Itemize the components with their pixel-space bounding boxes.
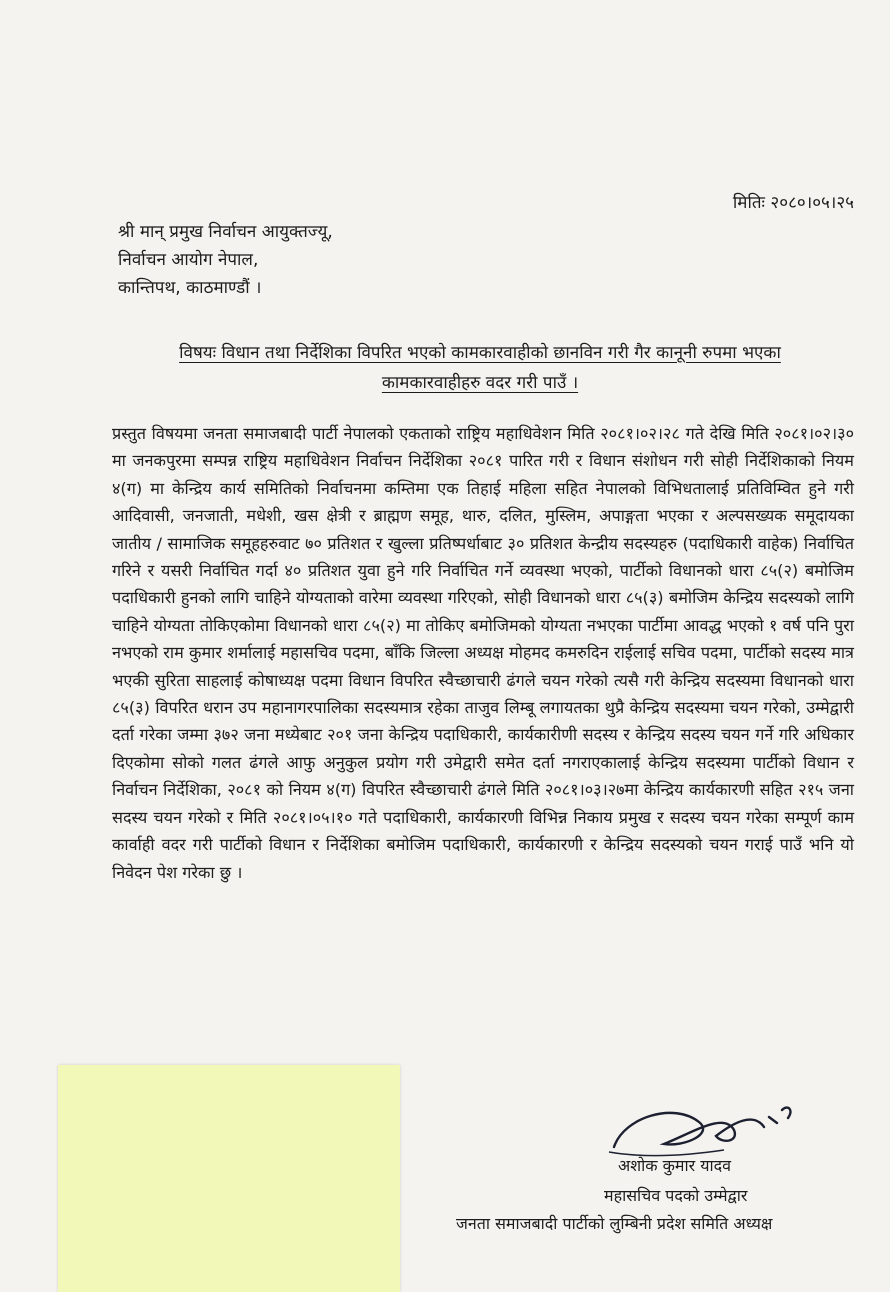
addressee-block [118,218,333,302]
subject-block [110,338,850,398]
subject-line: विषयः विधान तथा निर्देशिका विपरित भएको कामकारवाहीको छानविन गरी गैर कानूनी रुपमा भएका [179,343,781,363]
signer-name: अशोक कुमार यादव [618,1156,732,1175]
letter-date: मितिः २०८०।०५।२५ [732,193,854,213]
letter-body [112,420,854,886]
body-paragraph: प्रस्तुत विषयमा जनता समाजबादी पार्टी नेपालको एकताको राष्ट्रिय महाधिवेशन मिति २०८१।०२।२८ गते देखि मिति २०८१।०२।३० मा जनकपुरमा सम्पन्न राष्ट्रिय महाधिवेशन निर्वाचन निर्देशिका २०८१ पारित गरी र विधान संशोधन गरी सोही निर्देशिकाको नियम ४(ग) मा केन्द्रिय कार्य समितिको निर्वाचनमा कम्तिमा एक तिहाई महिला सहित नेपालको विभिधतालाई प्रतिविम्वित हुने गरी आदिवासी, जनजाती, मधेशी, खस क्षेत्री र ब्राह्मण समूह, थारु, दलित, मुस्लिम, अपाङ्गता भएका र अल्पसख्यक समूदायका जातीय / सामाजिक समूहहरुवाट ७० प्रतिशत र खुल्ला प्रतिष्पर्धाबाट ३० प्रतिशत केन्द्रीय सदस्यहरु (पदाधिकारी वाहेक) निर्वाचित गरिने र यसरी निर्वाचित गर्दा ४० प्रतिशत युवा हुने गरि निर्वाचित गर्ने व्यवस्था भएको, पार्टीको विधानको धारा ८५(२) बमोजिम पदाधिकारी हुनको लागि चाहिने योग्यताको वारेमा व्यवस्था गरिएको, सोही विधानको धारा ८५(३) बमोजिम केन्द्रिय सदस्यको लागि चाहिने योग्यता तोकिएकोमा विधानको धारा ८५(२) मा तोकिए बमोजिमको योग्यता नभएका पार्टीमा आवद्ध भएको १ वर्ष पनि पुरा नभएको राम कुमार शर्मालाई महासचिव पदमा, बाँकि जिल्ला अध्यक्ष मोहमद कमरुदिन राईलाई सचिव पदमा, पार्टीको सदस्य मात्र भएकी सुरिता साहलाई कोषाध्यक्ष पदमा विधान विपरित स्वैच्छाचारी ढंगले चयन गरेको त्यसै गरी केन्द्रिय सदस्यमा विधानको धारा ८५(३) विपरित धरान उप महानागरपालिका सदस्यमात्र रहेका ताजुव लिम्बू लगायतका थुप्रै केन्द्रिय सदस्यमा चयन गरेको, उम्मेद्वारी दर्ता गरेका जम्मा ३७२ जना मध्येबाट २०१ जना केन्द्रिय पदाधिकारी, कार्यकारीणी सदस्य र केन्द्रिय सदस्य चयन गर्ने गरि अधिकार दिएकोमा सोको गलत ढंगले आफु अनुकुल प्रयोग गरी उमेद्वारी समेत दर्ता नगराएकालाई केन्द्रिय सदस्यमा पार्टीको विधान र निर्वाचन निर्देशिका, २०८१ को नियम ४(ग) विपरित स्वैच्छाचारी ढंगले मिति २०८१।०३।२७मा केन्द्रिय कार्यकारणी सहित २१५ जना सदस्य चयन गरेको र मिति २०८१।०५।१० गते पदाधिकारी, कार्यकारणी विभिन्न निकाय प्रमुख र सदस्य चयन गरेका सम्पूर्ण काम कार्वाही वदर गरी पार्टीको विधान र निर्देशिका बमोजिम पदाधिकारी, कार्यकारणी र केन्द्रिय सदस्यको चयन गराई पाउँ भनि यो निवेदन पेश गरेका छु । [112,424,854,882]
addressee-line: कान्तिपथ, काठमाण्डौं । [118,278,262,298]
signer-organization: जनता समाजबादी पार्टीको लुम्बिनी प्रदेश समिति अध्यक्ष [456,1214,773,1233]
addressee-line: श्री मान् प्रमुख निर्वाचन आयुक्तज्यू, [118,222,333,242]
subject-line: कामकारवाहीहरु वदर गरी पाउँ । [381,373,579,393]
addressee-line: निर्वाचन आयोग नेपाल, [118,250,259,270]
signer-role: महासचिव पदको उम्मेद्वार [604,1186,748,1205]
sticky-note-overlay [58,1065,400,1292]
